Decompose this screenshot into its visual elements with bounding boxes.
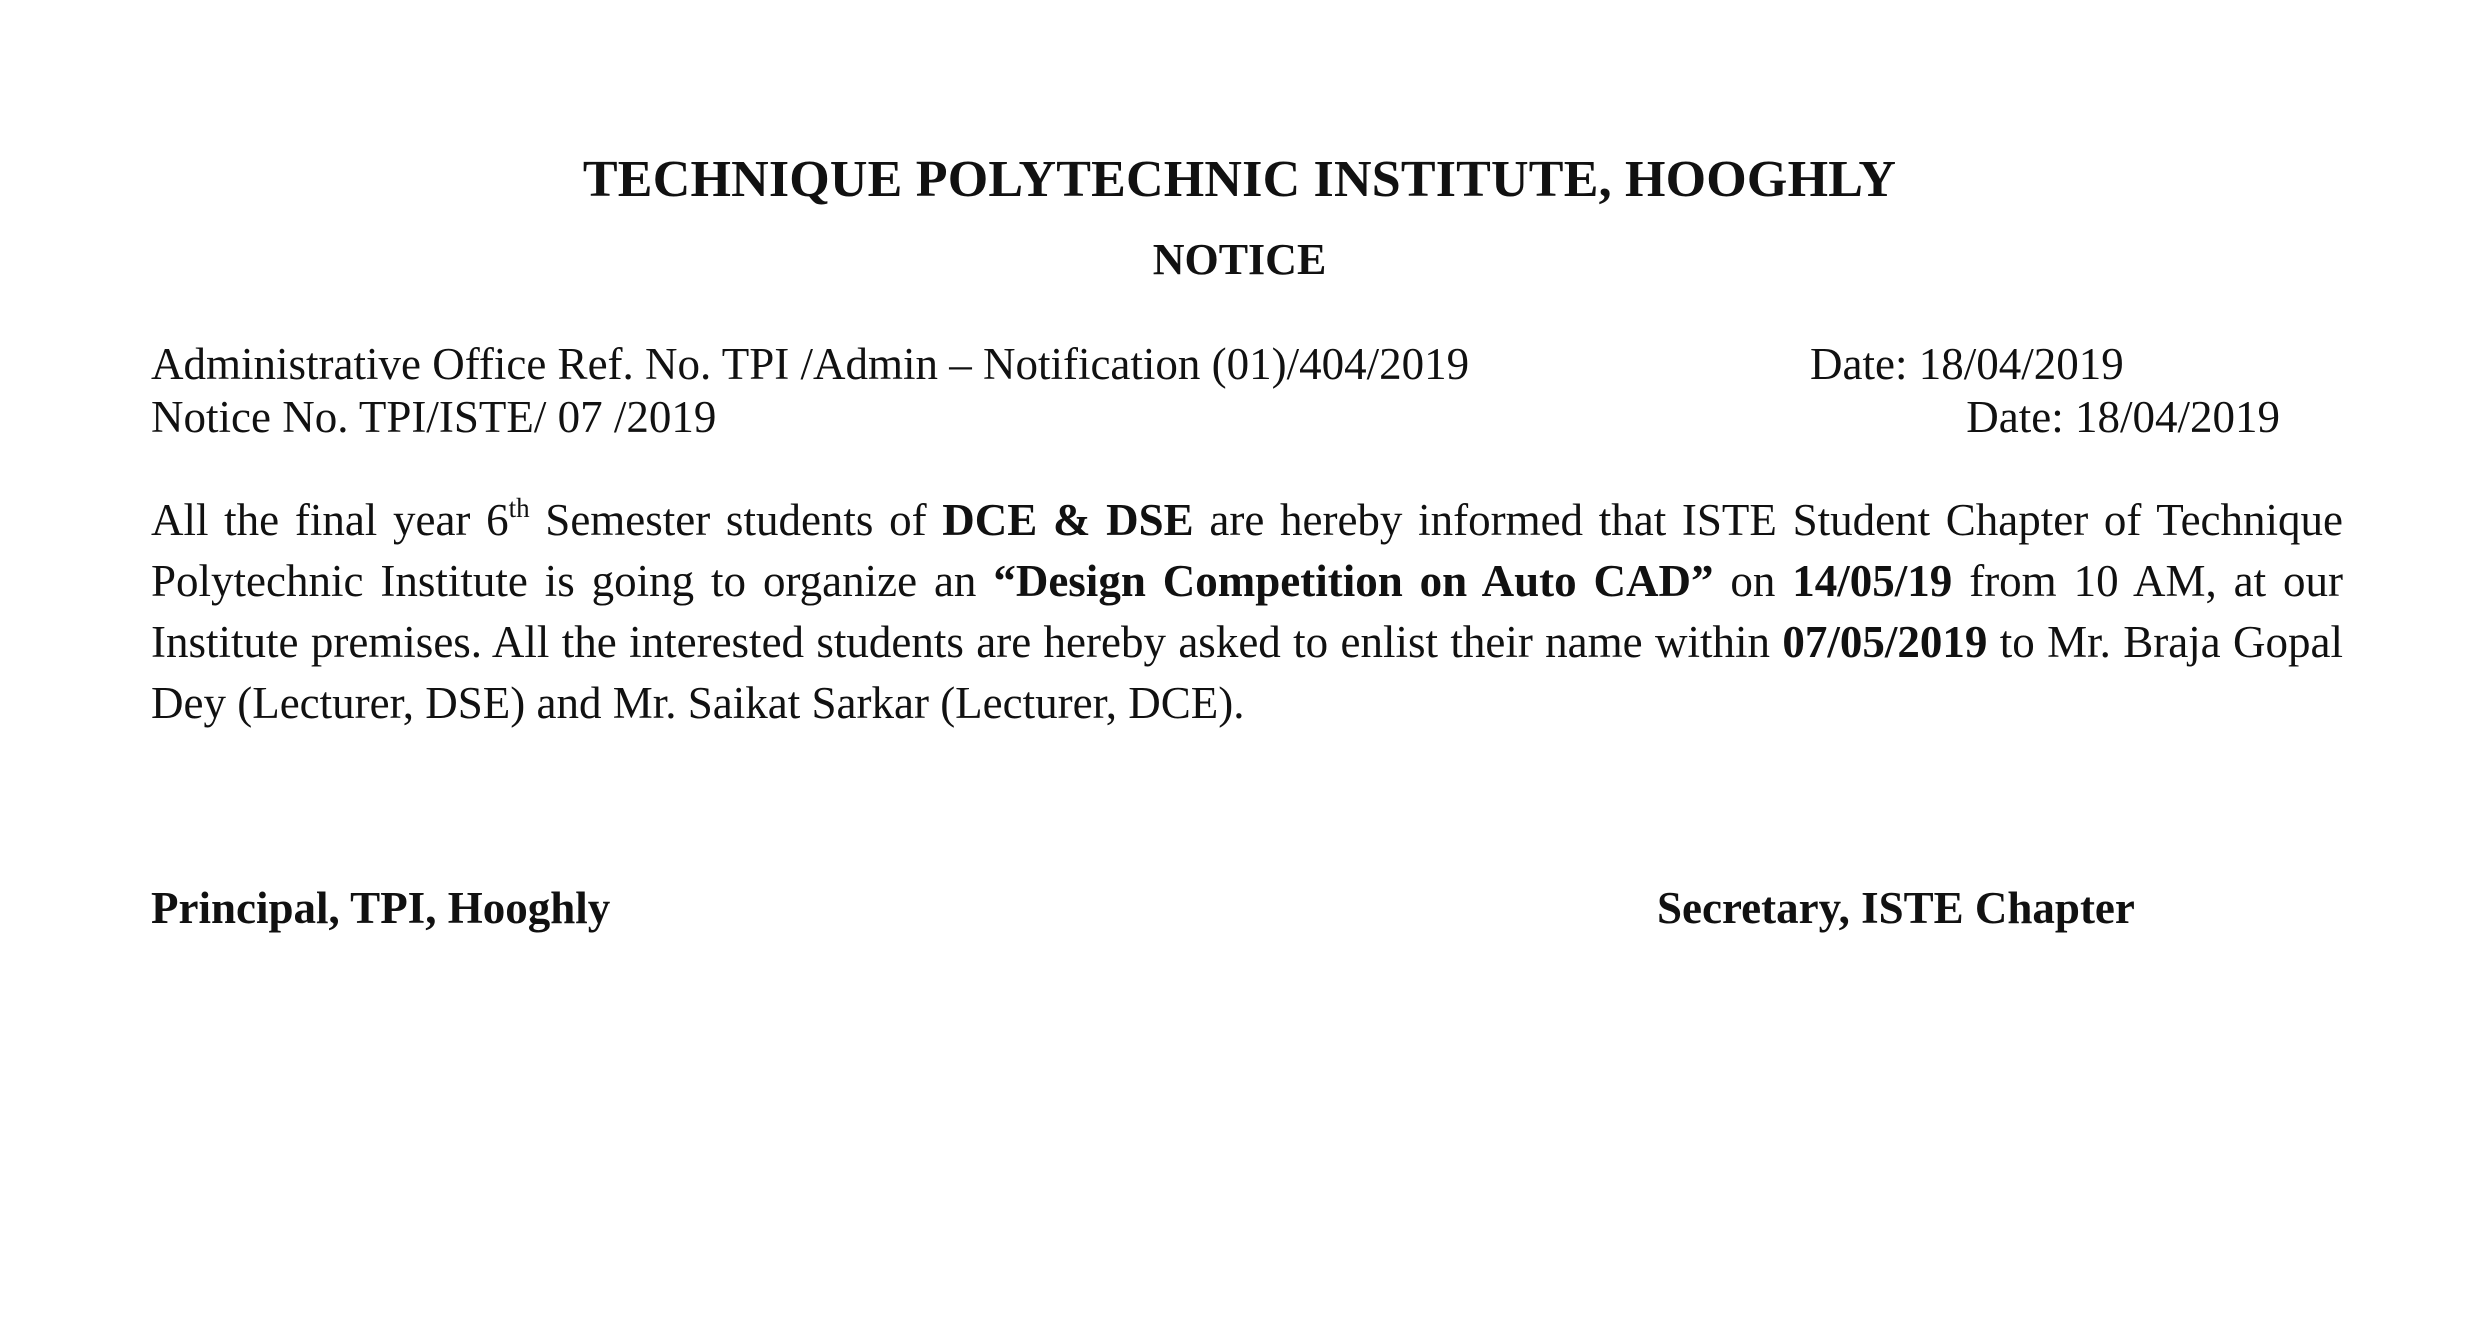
event-name: “Design Competition on Auto CAD” [993, 556, 1714, 606]
notice-date: Date: 18/04/2019 [1966, 392, 2280, 442]
enlist-deadline: 07/05/2019 [1782, 617, 1988, 667]
notice-title: NOTICE [1152, 235, 1327, 284]
notice-body [151, 490, 2343, 734]
admin-ref-date: Date: 18/04/2019 [1810, 339, 2124, 389]
body-text-3: are hereby informed that ISTE Student Chapter of Technique Polytechnic Institute is going to organize an [151, 495, 2344, 606]
body-text-4: on [1713, 556, 1793, 606]
signature-principal: Principal, TPI, Hooghly [151, 883, 611, 933]
body-text-1: All the final year 6 [151, 495, 509, 545]
admin-ref-number: Administrative Office Ref. No. TPI /Admin – Notification (01)/404/2019 [151, 339, 1470, 389]
body-text-5: from 10 AM, at our Institute premises. All the interested students are hereby asked to enlist their name within [151, 556, 2344, 667]
signature-secretary: Secretary, ISTE Chapter [1657, 883, 2135, 933]
institute-title: TECHNIQUE POLYTECHNIC INSTITUTE, HOOGHLY [582, 151, 1897, 208]
event-date: 14/05/19 [1792, 556, 1953, 606]
ordinal-suffix: th [508, 493, 530, 523]
body-text-2: Semester students of [529, 495, 943, 545]
body-text-6: to Mr. Braja Gopal Dey (Lecturer, DSE) and Mr. Saikat Sarkar (Lecturer, DCE). [151, 617, 2343, 728]
departments: DCE & DSE [942, 495, 1194, 545]
notice-number: Notice No. TPI/ISTE/ 07 /2019 [151, 392, 717, 442]
